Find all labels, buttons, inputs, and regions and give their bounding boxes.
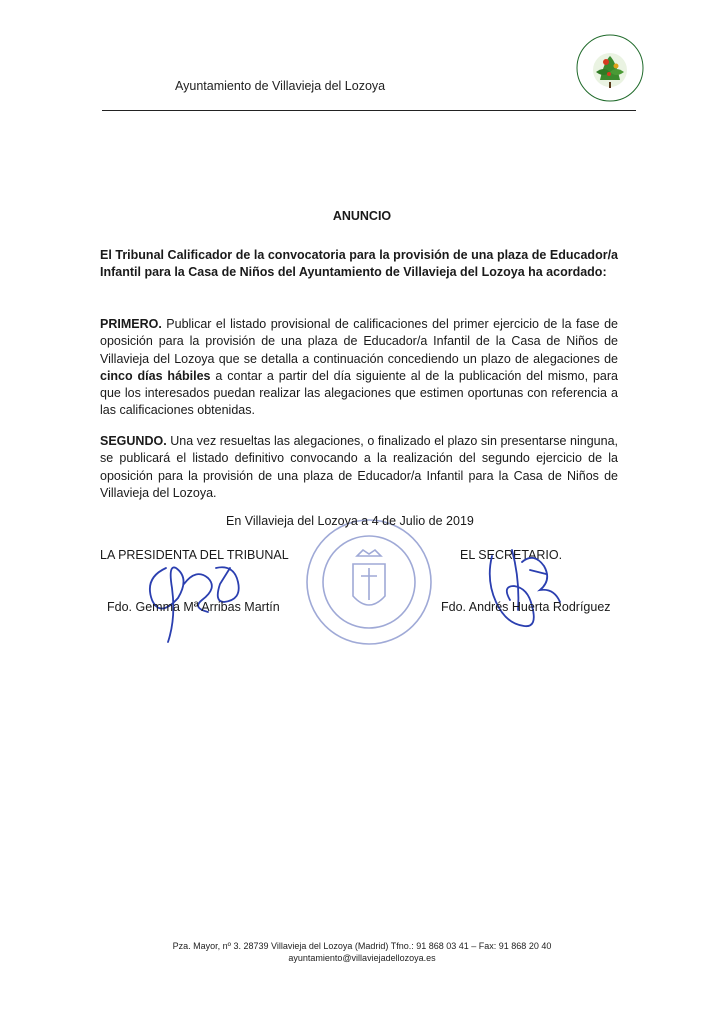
segundo-paragraph bbox=[100, 433, 618, 502]
signature-name-president: Fdo. Gemma Mª Arribas Martín bbox=[107, 600, 280, 614]
naturaleza-viva-logo-icon bbox=[574, 32, 646, 104]
signature-title-secretary: EL SECRETARIO. bbox=[460, 548, 563, 562]
date-line: En Villavieja del Lozoya a 4 de Julio de 2019 bbox=[226, 514, 474, 528]
primero-label: PRIMERO. bbox=[100, 317, 162, 331]
municipal-seal-stamp-icon bbox=[303, 516, 435, 648]
handwritten-signature-secretary-icon bbox=[472, 540, 572, 640]
signature-title-president: LA PRESIDENTA DEL TRIBUNAL bbox=[100, 548, 289, 562]
primero-text-b: a contar a partir del día siguiente al de la publicación del mismo, para que los interesados puedan realizar las alegaciones que estimen oportunas con referencia a las calificaciones obtenidas. bbox=[100, 368, 618, 418]
primero-emphasis: cinco días hábiles bbox=[100, 368, 211, 383]
segundo-label: SEGUNDO. bbox=[100, 434, 167, 448]
segundo-text: Una vez resueltas las alegaciones, o finalizado el plazo sin presentarse ninguna, se publicará el listado definitivo convocando a la realización del segundo ejercicio de la oposición para la provisión de una plaza de Educador/a Infantil para la Casa de Niños de Villavieja del Lozoya. bbox=[100, 434, 618, 500]
footer-email: ayuntamiento@villaviejadellozoya.es bbox=[288, 953, 436, 963]
header-divider bbox=[102, 110, 636, 111]
primero-paragraph bbox=[100, 316, 618, 420]
handwritten-signature-president-icon bbox=[138, 538, 258, 648]
footer-address: Pza. Mayor, nº 3. 28739 Villavieja del Lozoya (Madrid) Tfno.: 91 868 03 41 – Fax: 91 868 20 40 bbox=[172, 941, 552, 951]
primero-text-a: Publicar el listado provisional de calificaciones del primer ejercicio de la fase de oposición para la provisión de una plaza de Educador/a Infantil de la Casa de Niños de Villavieja del Lozoya que se detalla a continuación concediendo un plazo de alegaciones de bbox=[100, 317, 618, 366]
document-title: ANUNCIO bbox=[332, 209, 392, 223]
footer bbox=[0, 940, 724, 964]
header-organization: Ayuntamiento de Villavieja del Lozoya bbox=[175, 79, 386, 93]
intro-paragraph: El Tribunal Calificador de la convocatoria para la provisión de una plaza de Educador/a Infantil para la Casa de Niños del Ayuntamiento de Villavieja del Lozoya ha acordado: bbox=[100, 248, 618, 279]
signature-name-secretary: Fdo. Andrés Huerta Rodríguez bbox=[441, 600, 611, 614]
